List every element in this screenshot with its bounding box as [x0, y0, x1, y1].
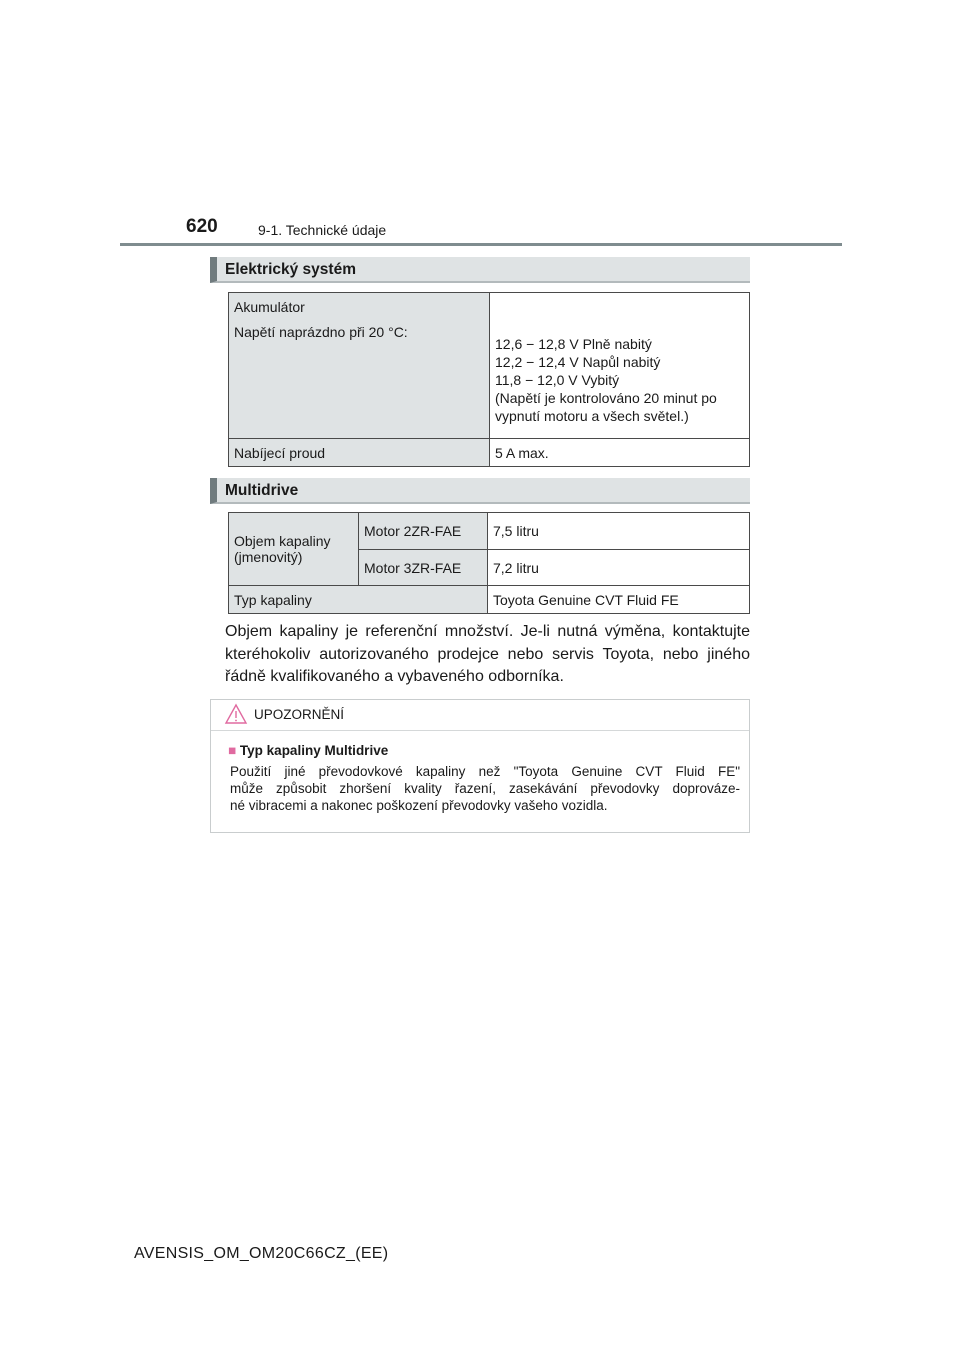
- fluid-type-value: Toyota Genuine CVT Fluid FE: [488, 586, 750, 614]
- capacity-label-cell: [229, 513, 359, 586]
- warning-subtitle: [228, 743, 388, 758]
- table-row: [229, 439, 750, 467]
- charge-value: 5 A max.: [490, 439, 750, 467]
- warning-line: může způsobit zhoršení kvality řazení, zasekávání převodovky doprováze-: [230, 781, 740, 796]
- footer-code: AVENSIS_OM_OM20C66CZ_(EE): [134, 1245, 389, 1262]
- warning-line: né vibracemi a nakonec poškození převodovky vašeho vozidla.: [230, 798, 608, 813]
- capacity-label-note: (jmenovitý): [234, 549, 303, 565]
- capacity-label: Objem kapaliny: [234, 533, 331, 549]
- warning-title: UPOZORNĚNÍ: [254, 707, 345, 722]
- voltage-line: 12,2 − 12,4 V Napůl nabitý: [495, 354, 661, 370]
- warning-line: Použití jiné převodovkové kapaliny než "Toyota Genuine CVT Fluid FE": [230, 764, 740, 779]
- engine-1-label: Motor 2ZR-FAE: [359, 513, 488, 550]
- battery-label: Akumulátor: [234, 299, 305, 315]
- voltage-line: (Napětí je kontrolováno 20 minut po: [495, 390, 717, 406]
- table-row: [229, 586, 750, 614]
- engine-2-label: Motor 3ZR-FAE: [359, 550, 488, 586]
- header-rule: [120, 243, 842, 246]
- table-row: [229, 293, 750, 439]
- paragraph-line: řádně kvalifikovaného a vybaveného odborníka.: [225, 668, 564, 685]
- table-row: [229, 513, 750, 550]
- multidrive-heading-bar: [210, 478, 750, 504]
- voltage-line: 11,8 − 12,0 V Vybitý: [495, 372, 620, 388]
- engine-2-value: 7,2 litru: [488, 550, 750, 586]
- voltage-value-cell: [490, 293, 750, 439]
- fluid-type-label: Typ kapaliny: [229, 586, 488, 614]
- page-number: 620: [186, 216, 218, 237]
- voltage-label: Napětí naprázdno při 20 °C:: [234, 324, 408, 340]
- voltage-line: vypnutí motoru a všech světel.): [495, 408, 689, 424]
- warning-triangle-icon: [224, 703, 248, 725]
- section-title: 9-1. Technické údaje: [258, 222, 387, 238]
- electric-heading-bar: [210, 257, 750, 283]
- square-bullet-icon: ■: [228, 743, 237, 758]
- warning-divider: [211, 730, 749, 731]
- paragraph-line: Objem kapaliny je referenční množství. Je-li nutná výměna, kontaktujte: [225, 623, 750, 640]
- paragraph-line: kteréhokoliv autorizovaného prodejce nebo servis Toyota, nebo jiného: [225, 646, 750, 663]
- electric-table: [228, 292, 750, 467]
- multidrive-heading: Multidrive: [225, 482, 299, 499]
- engine-1-value: 7,5 litru: [488, 513, 750, 550]
- voltage-line: 12,6 − 12,8 V Plně nabitý: [495, 336, 652, 352]
- warning-subtitle-text: Typ kapaliny Multidrive: [239, 743, 389, 758]
- multidrive-table: [228, 512, 750, 614]
- battery-label-cell: [229, 293, 490, 439]
- charge-label: Nabíjecí proud: [229, 439, 490, 467]
- electric-heading: Elektrický systém: [225, 261, 356, 278]
